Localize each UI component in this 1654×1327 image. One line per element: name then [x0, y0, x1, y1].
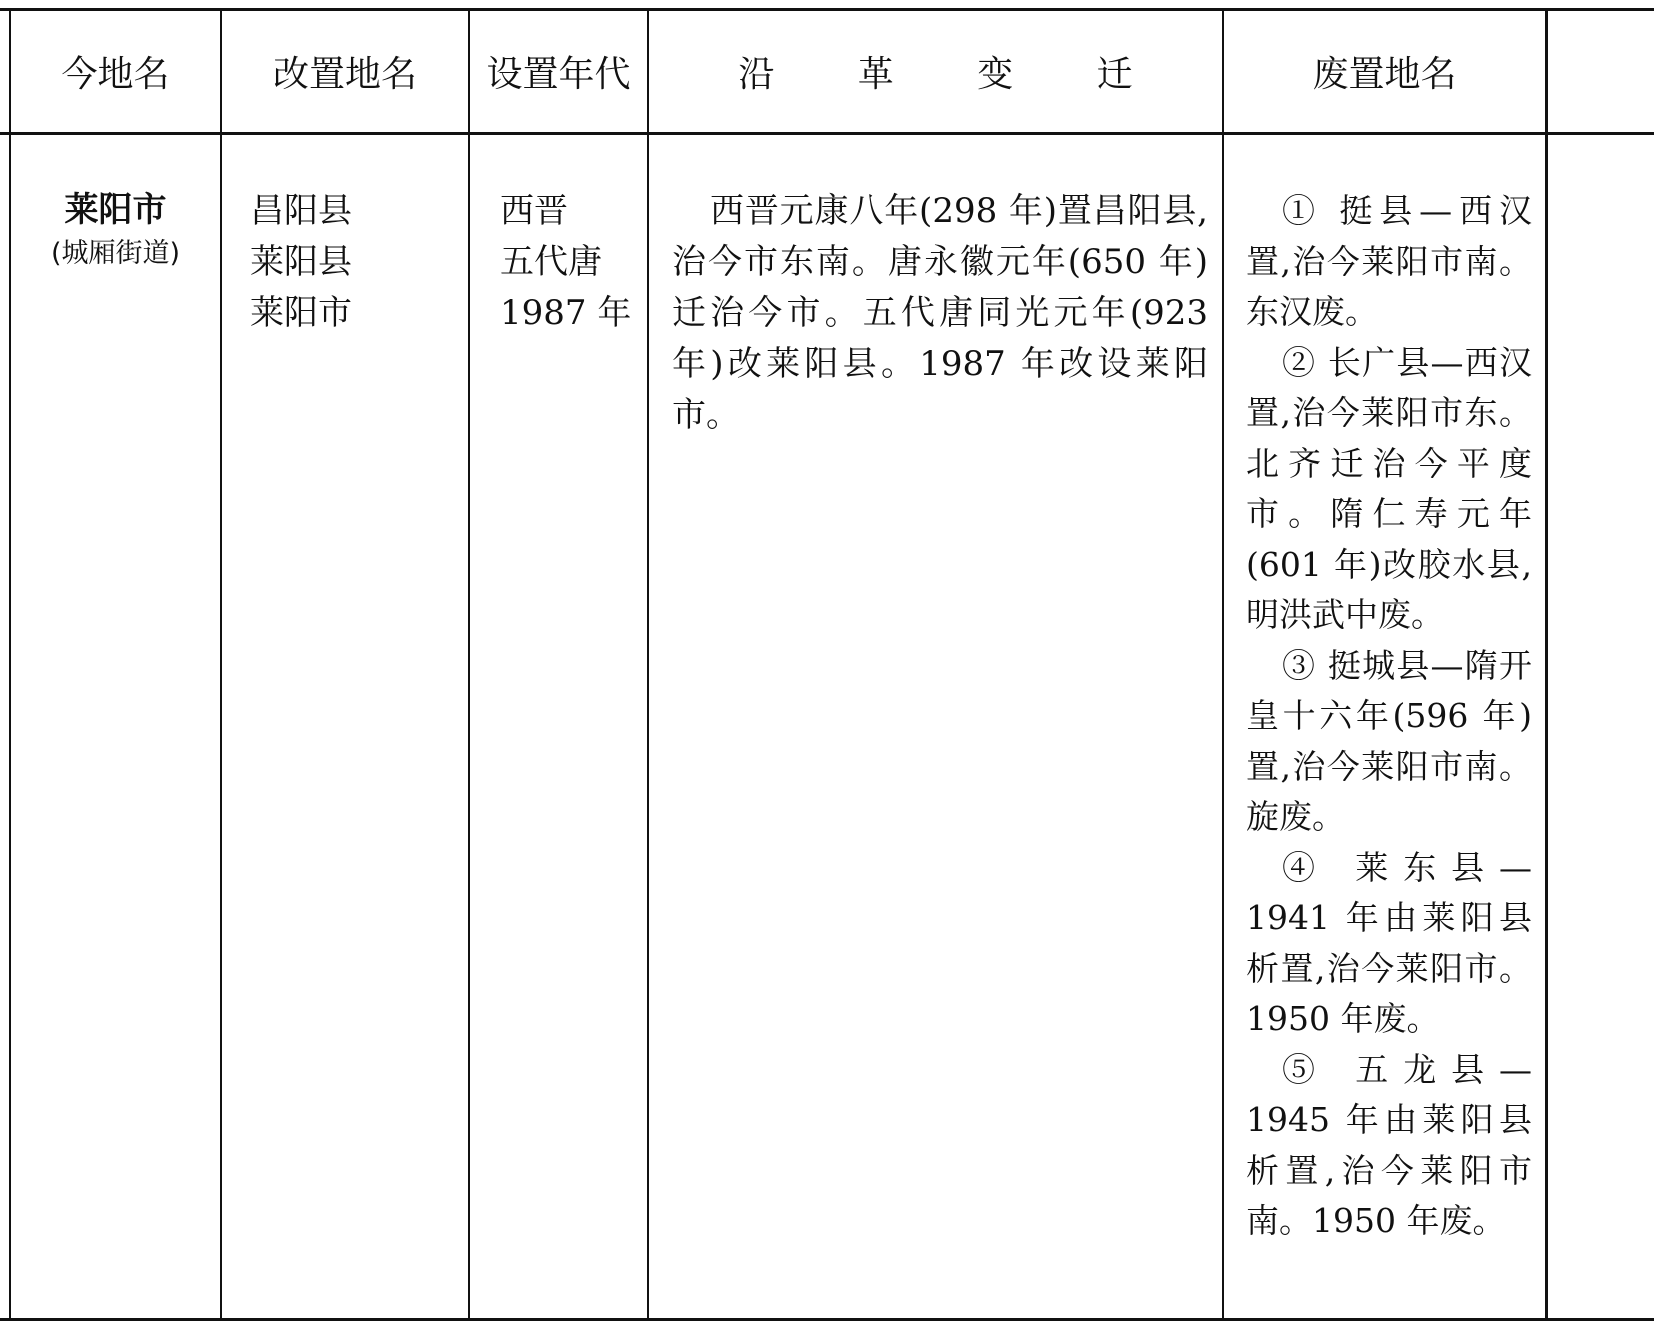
current-name-sub: (城厢街道): [50, 238, 181, 269]
column-border-right: [1545, 8, 1548, 1321]
current-name-cell: [11, 186, 220, 274]
year-item: 五代唐: [500, 242, 602, 282]
header-history: [649, 11, 1222, 132]
year-cell: [500, 186, 640, 339]
header-current-name: 今地名: [61, 54, 170, 95]
abolished-item: ⑤ 五龙县—1945 年由莱阳县析置,治今莱阳市南。1950 年废。: [1246, 1049, 1532, 1240]
table-bottom-border: [0, 1318, 1654, 1321]
abolished-item: ③ 挺城县—隋开皇十六年(596 年)置,治今莱阳市南。旋废。: [1246, 645, 1532, 836]
header-renamed: 改置地名: [272, 54, 417, 95]
column-border-2: [468, 8, 470, 1321]
current-name: 莱阳市: [64, 190, 167, 230]
header-history-label: 沿 革 变 迁: [738, 54, 1169, 95]
year-item: 1987 年: [500, 293, 632, 333]
column-border-3: [647, 8, 649, 1321]
header-year: 设置年代: [486, 54, 631, 95]
column-border-1: [220, 8, 222, 1321]
renamed-item: 莱阳县: [250, 242, 352, 282]
renamed-item: 昌阳县: [250, 191, 352, 231]
history-cell: [672, 186, 1208, 441]
abolished-item: ① 挺县—西汉置,治今莱阳市南。东汉废。: [1246, 191, 1532, 331]
history-text: 西晋元康八年(298 年)置昌阳县,治今市东南。唐永徽元年(650 年)迁治今市。五代唐同光元年(923 年)改莱阳县。1987 年改设莱阳市。: [672, 191, 1208, 435]
abolished-cell: [1246, 186, 1532, 1247]
column-border-4: [1222, 8, 1224, 1321]
abolished-item: ② 长广县—西汉置,治今莱阳市东。北齐迁治今平度市。隋仁寿元年(601 年)改胶水县,明洪武中废。: [1246, 342, 1532, 634]
year-item: 西晋: [500, 191, 568, 231]
header-abolished: 废置地名: [1312, 54, 1457, 95]
header-bottom-border: [0, 132, 1654, 135]
renamed-cell: [250, 186, 460, 339]
renamed-item: 莱阳市: [250, 293, 352, 333]
abolished-item: ④ 莱东县—1941 年由莱阳县析置,治今莱阳市。1950 年废。: [1246, 847, 1532, 1038]
